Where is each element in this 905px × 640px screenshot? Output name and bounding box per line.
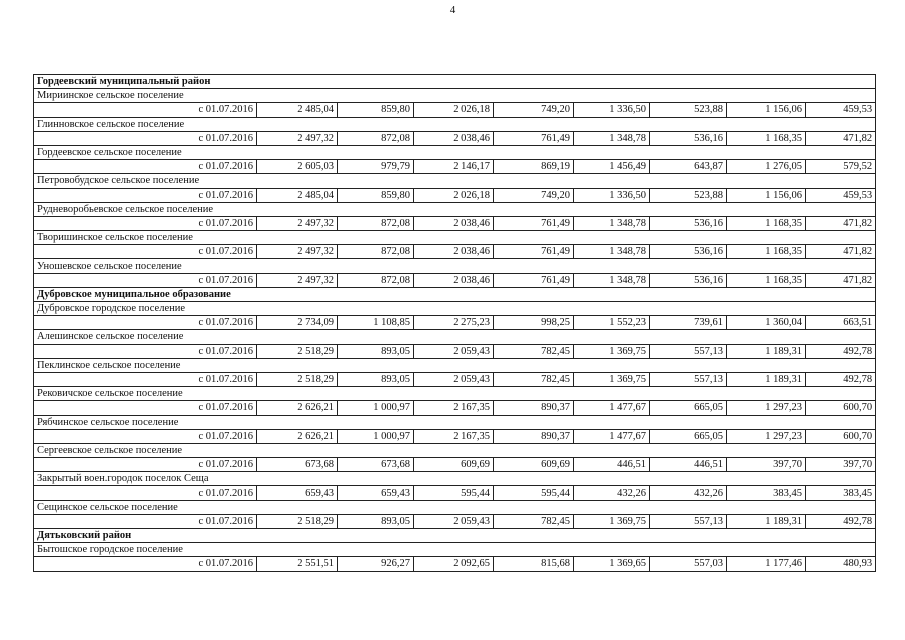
tariff-value-cell: 557,13 <box>650 372 727 386</box>
tariff-value-cell: 1 168,35 <box>727 245 806 259</box>
tariff-value-cell: 600,70 <box>806 429 876 443</box>
tariff-value-cell: 2 275,23 <box>414 316 494 330</box>
tariff-value-cell: 432,26 <box>650 486 727 500</box>
tariff-value-cell: 492,78 <box>806 344 876 358</box>
tariff-value-cell: 2 518,29 <box>257 372 338 386</box>
tariff-value-cell: 2 167,35 <box>414 401 494 415</box>
tariff-value-cell: 1 156,06 <box>727 188 806 202</box>
table-row <box>34 486 876 500</box>
effective-date-cell: с 01.07.2016 <box>34 160 257 174</box>
district-row <box>34 529 876 543</box>
tariff-value-cell: 492,78 <box>806 372 876 386</box>
tariff-value-cell: 1 297,23 <box>727 401 806 415</box>
tariff-value-cell: 1 189,31 <box>727 372 806 386</box>
effective-date-cell: с 01.07.2016 <box>34 131 257 145</box>
tariff-value-cell: 761,49 <box>494 273 574 287</box>
settlement-name: Творишинское сельское поселение <box>34 231 876 245</box>
settlement-name: Петровобудское сельское поселение <box>34 174 876 188</box>
tariff-value-cell: 2 038,46 <box>414 131 494 145</box>
page-number: 4 <box>449 4 456 16</box>
effective-date-cell: с 01.07.2016 <box>34 245 257 259</box>
effective-date-cell: с 01.07.2016 <box>34 372 257 386</box>
tariff-value-cell: 2 518,29 <box>257 344 338 358</box>
effective-date-cell: с 01.07.2016 <box>34 429 257 443</box>
settlement-name-row <box>34 174 876 188</box>
tariff-value-cell: 1 369,75 <box>574 372 650 386</box>
tariff-value-cell: 1 276,05 <box>727 160 806 174</box>
tariff-value-cell: 2 038,46 <box>414 216 494 230</box>
tariff-value-cell: 1 108,85 <box>338 316 414 330</box>
tariff-value-cell: 492,78 <box>806 514 876 528</box>
tariff-value-cell: 1 369,75 <box>574 344 650 358</box>
tariff-value-cell: 536,16 <box>650 245 727 259</box>
settlement-name-row <box>34 302 876 316</box>
tariff-value-cell: 471,82 <box>806 245 876 259</box>
effective-date-cell: с 01.07.2016 <box>34 486 257 500</box>
tariff-table-body <box>34 75 876 572</box>
settlement-name-row <box>34 231 876 245</box>
tariff-value-cell: 761,49 <box>494 216 574 230</box>
tariff-value-cell: 2 038,46 <box>414 245 494 259</box>
tariff-value-cell: 480,93 <box>806 557 876 571</box>
tariff-value-cell: 893,05 <box>338 514 414 528</box>
table-row <box>34 131 876 145</box>
settlement-name: Рябчинское сельское поселение <box>34 415 876 429</box>
tariff-value-cell: 782,45 <box>494 344 574 358</box>
settlement-name: Дубровское городское поселение <box>34 302 876 316</box>
table-row <box>34 216 876 230</box>
tariff-value-cell: 432,26 <box>574 486 650 500</box>
settlement-name: Пеклинское сельское поселение <box>34 358 876 372</box>
tariff-value-cell: 998,25 <box>494 316 574 330</box>
tariff-value-cell: 1 156,06 <box>727 103 806 117</box>
tariff-value-cell: 471,82 <box>806 216 876 230</box>
tariff-value-cell: 459,53 <box>806 188 876 202</box>
tariff-value-cell: 2 059,43 <box>414 372 494 386</box>
tariff-value-cell: 2 497,32 <box>257 245 338 259</box>
tariff-value-cell: 1 297,23 <box>727 429 806 443</box>
tariff-value-cell: 2 485,04 <box>257 188 338 202</box>
effective-date-cell: с 01.07.2016 <box>34 344 257 358</box>
tariff-value-cell: 761,49 <box>494 131 574 145</box>
settlement-name: Бытошское городское поселение <box>34 543 876 557</box>
tariff-value-cell: 2 167,35 <box>414 429 494 443</box>
table-row <box>34 372 876 386</box>
tariff-value-cell: 869,19 <box>494 160 574 174</box>
tariff-value-cell: 1 177,46 <box>727 557 806 571</box>
tariff-value-cell: 659,43 <box>257 486 338 500</box>
tariff-value-cell: 2 497,32 <box>257 131 338 145</box>
settlement-name-row <box>34 89 876 103</box>
tariff-value-cell: 383,45 <box>806 486 876 500</box>
tariff-value-cell: 872,08 <box>338 245 414 259</box>
tariff-value-cell: 1 348,78 <box>574 131 650 145</box>
settlement-name-row <box>34 543 876 557</box>
tariff-value-cell: 2 518,29 <box>257 514 338 528</box>
tariff-value-cell: 446,51 <box>574 458 650 472</box>
tariff-value-cell: 782,45 <box>494 514 574 528</box>
tariff-value-cell: 659,43 <box>338 486 414 500</box>
tariff-value-cell: 2 605,03 <box>257 160 338 174</box>
tariff-value-cell: 761,49 <box>494 245 574 259</box>
tariff-value-cell: 523,88 <box>650 188 727 202</box>
table-row <box>34 316 876 330</box>
effective-date-cell: с 01.07.2016 <box>34 273 257 287</box>
effective-date-cell: с 01.07.2016 <box>34 316 257 330</box>
tariff-value-cell: 2 038,46 <box>414 273 494 287</box>
tariff-value-cell: 2 146,17 <box>414 160 494 174</box>
tariff-value-cell: 926,27 <box>338 557 414 571</box>
tariff-value-cell: 579,52 <box>806 160 876 174</box>
settlement-name: Мириинское сельское поселение <box>34 89 876 103</box>
district-row <box>34 287 876 301</box>
settlement-name: Уношевское сельское поселение <box>34 259 876 273</box>
table-row <box>34 245 876 259</box>
tariff-value-cell: 1 552,23 <box>574 316 650 330</box>
tariff-value-cell: 2 026,18 <box>414 103 494 117</box>
tariff-table <box>33 74 876 572</box>
tariff-value-cell: 673,68 <box>257 458 338 472</box>
tariff-value-cell: 859,80 <box>338 188 414 202</box>
tariff-value-cell: 1 348,78 <box>574 273 650 287</box>
tariff-value-cell: 1 360,04 <box>727 316 806 330</box>
tariff-value-cell: 782,45 <box>494 372 574 386</box>
tariff-value-cell: 1 369,65 <box>574 557 650 571</box>
settlement-name-row <box>34 358 876 372</box>
table-row <box>34 401 876 415</box>
settlement-name: Глинновское сельское поселение <box>34 117 876 131</box>
effective-date-cell: с 01.07.2016 <box>34 103 257 117</box>
tariff-value-cell: 1 348,78 <box>574 216 650 230</box>
table-row <box>34 557 876 571</box>
effective-date-cell: с 01.07.2016 <box>34 401 257 415</box>
tariff-value-cell: 2 059,43 <box>414 344 494 358</box>
tariff-value-cell: 893,05 <box>338 372 414 386</box>
settlement-name: Рудневоробьевское сельское поселение <box>34 202 876 216</box>
tariff-value-cell: 890,37 <box>494 429 574 443</box>
table-row <box>34 160 876 174</box>
tariff-value-cell: 1 336,50 <box>574 188 650 202</box>
tariff-value-cell: 665,05 <box>650 401 727 415</box>
tariff-value-cell: 1 168,35 <box>727 216 806 230</box>
tariff-value-cell: 665,05 <box>650 429 727 443</box>
table-row <box>34 429 876 443</box>
tariff-value-cell: 1 168,35 <box>727 131 806 145</box>
tariff-value-cell: 1 000,97 <box>338 401 414 415</box>
tariff-value-cell: 2 734,09 <box>257 316 338 330</box>
tariff-value-cell: 595,44 <box>414 486 494 500</box>
settlement-name: Гордеевское сельское поселение <box>34 145 876 159</box>
tariff-value-cell: 523,88 <box>650 103 727 117</box>
tariff-value-cell: 557,03 <box>650 557 727 571</box>
tariff-value-cell: 1 336,50 <box>574 103 650 117</box>
tariff-value-cell: 600,70 <box>806 401 876 415</box>
settlement-name-row <box>34 472 876 486</box>
tariff-value-cell: 739,61 <box>650 316 727 330</box>
settlement-name-row <box>34 202 876 216</box>
tariff-value-cell: 2 026,18 <box>414 188 494 202</box>
settlement-name: Сещинское сельское поселение <box>34 500 876 514</box>
tariff-value-cell: 2 497,32 <box>257 273 338 287</box>
tariff-value-cell: 459,53 <box>806 103 876 117</box>
tariff-value-cell: 643,87 <box>650 160 727 174</box>
tariff-value-cell: 859,80 <box>338 103 414 117</box>
tariff-value-cell: 536,16 <box>650 273 727 287</box>
district-row <box>34 75 876 89</box>
settlement-name-row <box>34 500 876 514</box>
district-name: Гордеевский муниципальный район <box>34 75 876 89</box>
tariff-value-cell: 2 092,65 <box>414 557 494 571</box>
tariff-value-cell: 2 551,51 <box>257 557 338 571</box>
table-row <box>34 514 876 528</box>
tariff-value-cell: 2 485,04 <box>257 103 338 117</box>
settlement-name: Закрытый воен.городок поселок Сеща <box>34 472 876 486</box>
settlement-name: Сергеевское сельское поселение <box>34 443 876 457</box>
tariff-value-cell: 749,20 <box>494 103 574 117</box>
tariff-value-cell: 471,82 <box>806 273 876 287</box>
tariff-value-cell: 1 168,35 <box>727 273 806 287</box>
tariff-value-cell: 673,68 <box>338 458 414 472</box>
tariff-value-cell: 557,13 <box>650 514 727 528</box>
table-row <box>34 103 876 117</box>
settlement-name-row <box>34 415 876 429</box>
tariff-value-cell: 471,82 <box>806 131 876 145</box>
tariff-value-cell: 872,08 <box>338 216 414 230</box>
tariff-value-cell: 609,69 <box>414 458 494 472</box>
tariff-value-cell: 2 626,21 <box>257 429 338 443</box>
tariff-value-cell: 1 189,31 <box>727 344 806 358</box>
tariff-value-cell: 446,51 <box>650 458 727 472</box>
tariff-value-cell: 872,08 <box>338 273 414 287</box>
tariff-value-cell: 536,16 <box>650 131 727 145</box>
tariff-value-cell: 890,37 <box>494 401 574 415</box>
effective-date-cell: с 01.07.2016 <box>34 557 257 571</box>
tariff-value-cell: 397,70 <box>806 458 876 472</box>
tariff-value-cell: 595,44 <box>494 486 574 500</box>
table-row <box>34 344 876 358</box>
settlement-name: Алешинское сельское поселение <box>34 330 876 344</box>
settlement-name-row <box>34 330 876 344</box>
tariff-value-cell: 536,16 <box>650 216 727 230</box>
tariff-value-cell: 1 477,67 <box>574 429 650 443</box>
district-name: Дубровское муниципальное образование <box>34 287 876 301</box>
tariff-value-cell: 1 369,75 <box>574 514 650 528</box>
tariff-value-cell: 663,51 <box>806 316 876 330</box>
effective-date-cell: с 01.07.2016 <box>34 514 257 528</box>
tariff-value-cell: 383,45 <box>727 486 806 500</box>
settlement-name-row <box>34 443 876 457</box>
tariff-value-cell: 2 059,43 <box>414 514 494 528</box>
tariff-value-cell: 1 000,97 <box>338 429 414 443</box>
tariff-value-cell: 2 626,21 <box>257 401 338 415</box>
tariff-value-cell: 979,79 <box>338 160 414 174</box>
district-name: Дятьковский район <box>34 529 876 543</box>
table-row <box>34 458 876 472</box>
settlement-name-row <box>34 259 876 273</box>
tariff-value-cell: 749,20 <box>494 188 574 202</box>
settlement-name-row <box>34 117 876 131</box>
tariff-value-cell: 397,70 <box>727 458 806 472</box>
tariff-value-cell: 1 189,31 <box>727 514 806 528</box>
tariff-value-cell: 1 348,78 <box>574 245 650 259</box>
tariff-value-cell: 872,08 <box>338 131 414 145</box>
tariff-value-cell: 2 497,32 <box>257 216 338 230</box>
tariff-value-cell: 815,68 <box>494 557 574 571</box>
table-row <box>34 273 876 287</box>
effective-date-cell: с 01.07.2016 <box>34 216 257 230</box>
tariff-value-cell: 1 456,49 <box>574 160 650 174</box>
settlement-name-row <box>34 387 876 401</box>
tariff-value-cell: 1 477,67 <box>574 401 650 415</box>
settlement-name: Рековичское сельское поселение <box>34 387 876 401</box>
settlement-name-row <box>34 145 876 159</box>
tariff-value-cell: 893,05 <box>338 344 414 358</box>
tariff-value-cell: 557,13 <box>650 344 727 358</box>
effective-date-cell: с 01.07.2016 <box>34 458 257 472</box>
table-row <box>34 188 876 202</box>
effective-date-cell: с 01.07.2016 <box>34 188 257 202</box>
tariff-value-cell: 609,69 <box>494 458 574 472</box>
